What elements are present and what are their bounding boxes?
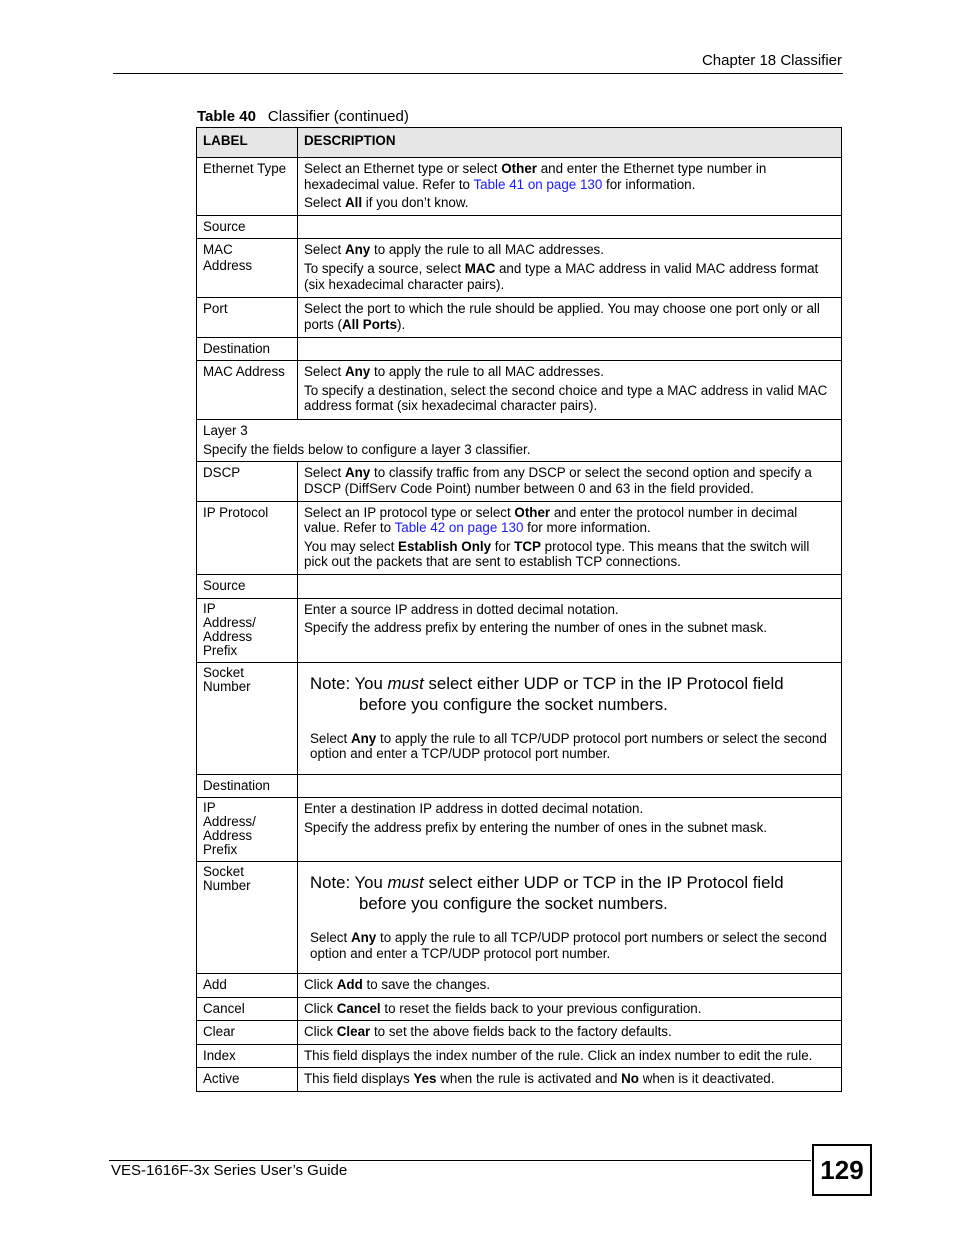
row-label: Index — [197, 1044, 298, 1068]
row-description: Select an Ethernet type or select Other and enter the Ethernet type number in hexadecimal value. Refer to Table 41 on page 130 for information. Select All if you don’t know. — [298, 158, 842, 216]
table-title — [197, 108, 409, 125]
table-row — [197, 662, 842, 774]
table-row — [197, 337, 842, 361]
row-description — [298, 774, 842, 798]
row-description: Note: You must select either UDP or TCP in the IP Protocol field before you configure the socket numbers. Select Any to apply the rule to all TCP/UDP protocol port numbers or select the second option and enter a TCP/UDP protocol port number. — [298, 862, 842, 974]
row-label: Destination — [197, 337, 298, 361]
row-label: Active — [197, 1068, 298, 1092]
row-label: Add — [197, 974, 298, 998]
header-divider — [113, 73, 843, 74]
table-row — [197, 462, 842, 501]
row-label: Source — [197, 215, 298, 239]
row-label: IP Address/ Address Prefix — [197, 598, 298, 662]
table-41-link[interactable]: Table 41 on page 130 — [473, 176, 603, 192]
table-number: Table 40 — [197, 108, 256, 125]
row-description: This field displays the index number of the rule. Click an index number to edit the rule. — [298, 1044, 842, 1068]
row-description — [298, 574, 842, 598]
table-row — [197, 1044, 842, 1068]
table-row — [197, 598, 842, 662]
row-label: IP Protocol — [197, 501, 298, 574]
table-row — [197, 1068, 842, 1092]
table-42-link[interactable]: Table 42 on page 130 — [394, 520, 524, 536]
footer-divider — [109, 1160, 811, 1161]
row-label: MAC Address — [197, 239, 298, 298]
row-description: Click Add to save the changes. — [298, 974, 842, 998]
chapter-header: Chapter 18 Classifier — [701, 52, 842, 69]
row-label: Ethernet Type — [197, 158, 298, 216]
note: Note: You must select either UDP or TCP in the IP Protocol field before you configure the socket numbers. — [310, 873, 784, 914]
table-row — [197, 158, 842, 216]
table-row — [197, 974, 842, 998]
table-row — [197, 862, 842, 974]
table-row — [197, 298, 842, 337]
table-row — [197, 574, 842, 598]
row-description: Select Any to apply the rule to all MAC addresses. To specify a source, select MAC and type a MAC address in valid MAC address format (six hexadecimal character pairs). — [298, 239, 842, 298]
row-label: Clear — [197, 1021, 298, 1045]
row-label: DSCP — [197, 462, 298, 501]
row-description: Enter a source IP address in dotted decimal notation. Specify the address prefix by entering the number of ones in the subnet mask. — [298, 598, 842, 662]
table-row — [197, 420, 842, 462]
page-number: 129 — [812, 1144, 872, 1196]
row-description: Click Cancel to reset the fields back to your previous configuration. — [298, 997, 842, 1021]
row-label: MAC Address — [197, 361, 298, 420]
row-label: Socket Number — [197, 862, 298, 974]
table-row — [197, 1021, 842, 1045]
table-row — [197, 997, 842, 1021]
row-label: Cancel — [197, 997, 298, 1021]
table-row — [197, 215, 842, 239]
row-description: Select the port to which the rule should be applied. You may choose one port only or all ports (All Ports). — [298, 298, 842, 337]
row-description — [298, 215, 842, 239]
layer3-section-heading: Layer 3 Specify the fields below to configure a layer 3 classifier. — [197, 420, 842, 462]
row-label: Source — [197, 574, 298, 598]
row-description — [298, 337, 842, 361]
table-row — [197, 774, 842, 798]
table-row — [197, 501, 842, 574]
table-header-row — [197, 128, 842, 158]
row-label: Port — [197, 298, 298, 337]
note: Note: You must select either UDP or TCP in the IP Protocol field before you configure the socket numbers. — [310, 673, 784, 714]
description-column-header: DESCRIPTION — [298, 128, 842, 158]
classifier-table — [196, 127, 842, 1092]
row-description: Select Any to apply the rule to all MAC addresses. To specify a destination, select the second choice and type a MAC address in valid MAC address format (six hexadecimal character pairs). — [298, 361, 842, 420]
row-description: Select an IP protocol type or select Other and enter the protocol number in decimal value. Refer to Table 42 on page 130 for more information. You may select Establish Only for TCP protocol type. This means that the switch will pick out the packets that are sent to establish TCP connections. — [298, 501, 842, 574]
row-description: Click Clear to set the above fields back to the factory defaults. — [298, 1021, 842, 1045]
row-label: Destination — [197, 774, 298, 798]
table-row — [197, 239, 842, 298]
table-row — [197, 798, 842, 862]
row-description: Enter a destination IP address in dotted decimal notation. Specify the address prefix by entering the number of ones in the subnet mask. — [298, 798, 842, 862]
row-description: This field displays Yes when the rule is activated and No when is it deactivated. — [298, 1068, 842, 1092]
table-caption: Classifier (continued) — [267, 108, 409, 125]
label-column-header: LABEL — [197, 128, 298, 158]
row-label: IP Address/ Address Prefix — [197, 798, 298, 862]
row-label: Socket Number — [197, 662, 298, 774]
row-description: Select Any to classify traffic from any DSCP or select the second option and specify a DSCP (DiffServ Code Point) number between 0 and 63 in the field provided. — [298, 462, 842, 501]
table-row — [197, 361, 842, 420]
row-description: Note: You must select either UDP or TCP in the IP Protocol field before you configure the socket numbers. Select Any to apply the rule to all TCP/UDP protocol port numbers or select the second option and enter a TCP/UDP protocol port number. — [298, 662, 842, 774]
guide-title: VES-1616F-3x Series User’s Guide — [111, 1162, 348, 1179]
